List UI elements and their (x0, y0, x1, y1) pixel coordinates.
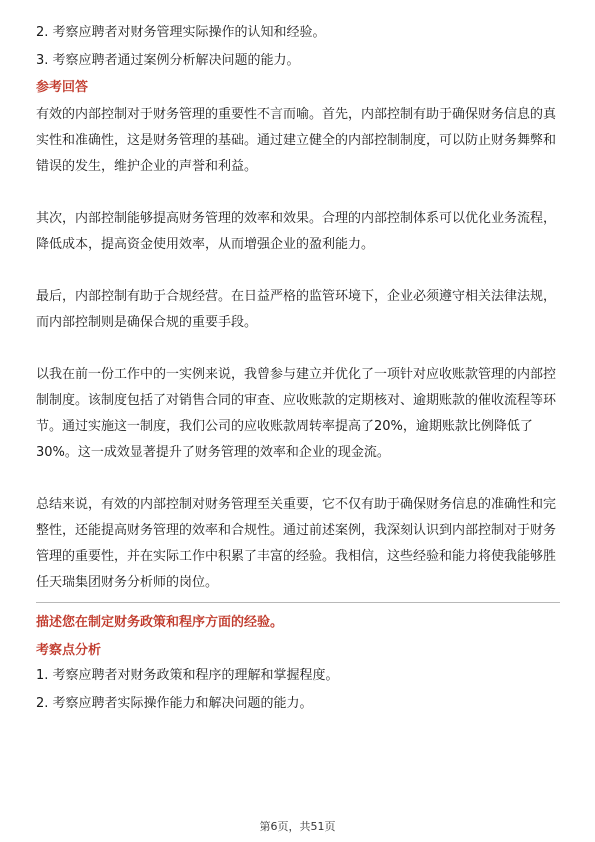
analysis-heading: 考察点分析 (36, 643, 102, 658)
page-footer: 第6页，共51页 (259, 820, 336, 833)
list-item: 1. 考察应聘者对财务政策和程序的理解和掌握程度。 (36, 668, 339, 683)
answer-paragraph: 其次，内部控制能够提高财务管理的效率和效果。合理的内部控制体系可以优化业务流程，降低成本，提高资金使用效率，从而增强企业的盈利能力。 (36, 211, 557, 252)
question-title: 描述您在制定财务政策和程序方面的经验。 (36, 615, 284, 630)
answer-paragraph: 以我在前一份工作中的一实例来说，我曾参与建立并优化了一项针对应收账款管理的内部控制制度。该制度包括了对销售合同的审查、应收账款的定期核对、逾期账款的催收流程等环节。通过实施这一制度，我们公司的应收账款周转率提高了20%，逾期账款比例降低了30%。这一成效显著提升了财务管理的效率和企业的现金流。 (36, 367, 557, 460)
list-item: 2. 考察应聘者对财务管理实际操作的认知和经验。 (36, 25, 326, 40)
answer-heading: 参考回答 (36, 80, 89, 95)
section-divider (36, 602, 560, 603)
document-page (36, 22, 560, 721)
answer-paragraph: 最后，内部控制有助于合规经营。在日益严格的监管环境下，企业必须遵守相关法律法规，而内部控制则是确保合规的重要手段。 (36, 289, 557, 330)
list-item: 3. 考察应聘者通过案例分析解决问题的能力。 (36, 53, 300, 68)
answer-paragraph: 总结来说，有效的内部控制对财务管理至关重要，它不仅有助于确保财务信息的准确性和完整性，还能提高财务管理的效率和合规性。通过前述案例，我深刻认识到内部控制对于财务管理的重要性，并在实际工作中积累了丰富的经验。我相信，这些经验和能力将使我能够胜任天瑞集团财务分析师的岗位。 (36, 497, 557, 590)
answer-paragraph: 有效的内部控制对于财务管理的重要性不言而喻。首先，内部控制有助于确保财务信息的真实性和准确性，这是财务管理的基础。通过建立健全的内部控制制度，可以防止财务舞弊和错误的发生，维护企业的声誉和利益。 (36, 107, 557, 174)
list-item: 2. 考察应聘者实际操作能力和解决问题的能力。 (36, 696, 313, 711)
